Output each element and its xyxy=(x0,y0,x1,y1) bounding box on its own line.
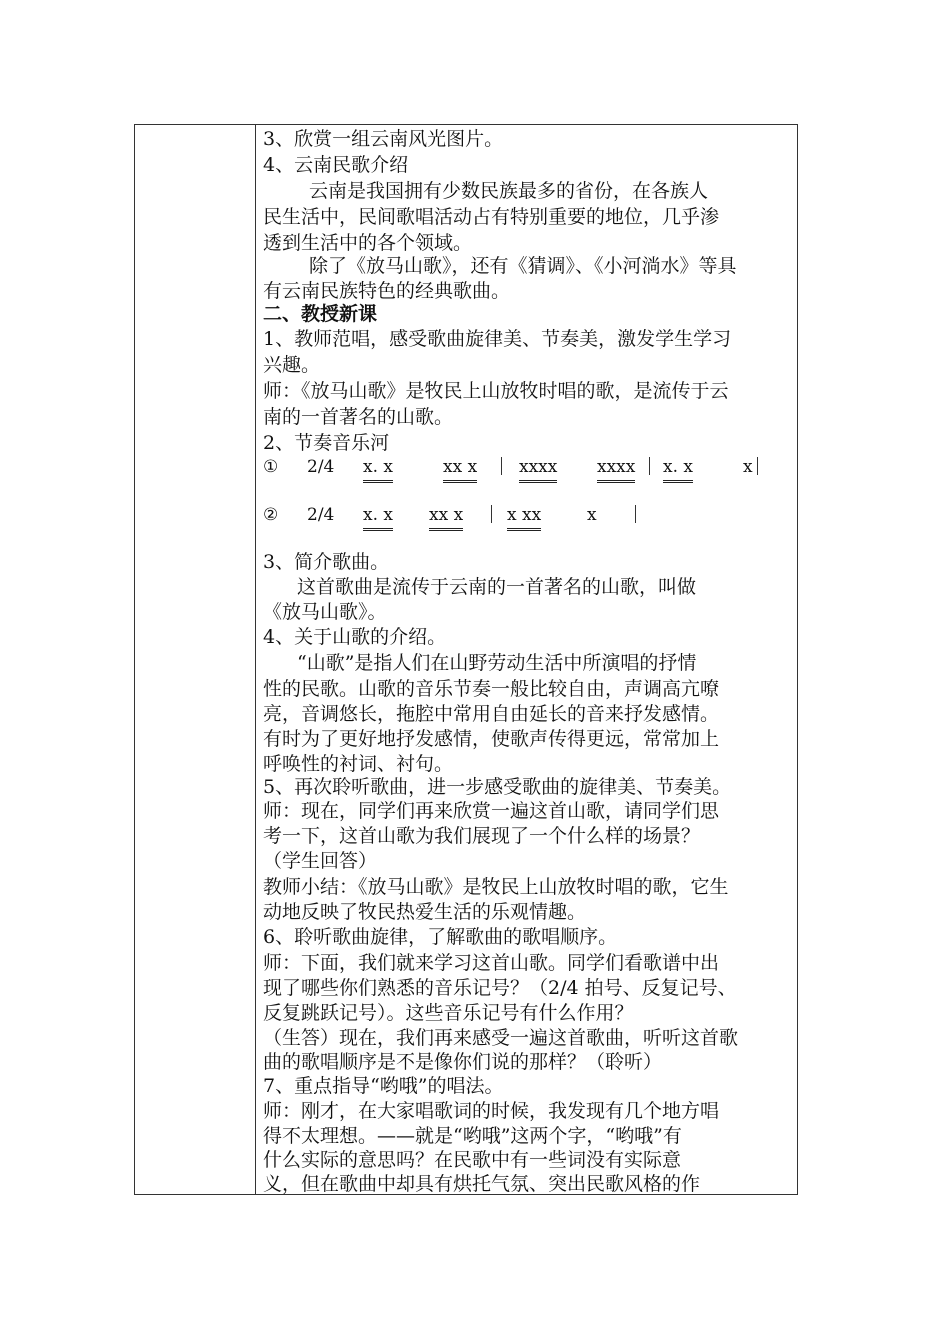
text-line: 动地反映了牧民热爱生活的乐观情趣。 xyxy=(263,901,587,923)
rhythm-note: xxxx xyxy=(597,455,635,483)
text-line: 师：《放马山歌》是牧民上山放牧时唱的歌，是流传于云 xyxy=(263,380,729,402)
text-line: 有时为了更好地抒发感情，使歌声传得更远，常常加上 xyxy=(263,728,720,750)
text-line: 南的一首著名的山歌。 xyxy=(263,406,454,428)
text-line: 什么实际的意思吗？在民歌中有一些词没有实际意 xyxy=(263,1149,682,1171)
text-line: 透到生活中的各个领域。 xyxy=(263,232,473,254)
text-line: 民生活中，民间歌唱活动占有特别重要的地位，几乎渗 xyxy=(263,206,720,228)
rhythm-note: x xx xyxy=(507,503,541,531)
text-line: 呼唤性的衬词、衬句。 xyxy=(263,753,454,775)
text-line: 反复跳跃记号）。这些音乐记号有什么作用？ xyxy=(263,1002,634,1024)
rhythm-note: x. x xyxy=(363,455,393,483)
rhythm-note: xx x xyxy=(429,503,463,531)
rhythm-meter: 2/4 xyxy=(307,505,335,525)
text-line: 6、聆听歌曲旋律，了解歌曲的歌唱顺序。 xyxy=(263,926,618,948)
text-line: 师：刚才，在大家唱歌词的时候，我发现有几个地方唱 xyxy=(263,1100,720,1122)
rhythm-note: x. x xyxy=(363,503,393,531)
rhythm-number: ① xyxy=(263,457,279,477)
rhythm-number: ② xyxy=(263,505,279,525)
rhythm-exercise-1 xyxy=(263,455,793,481)
rhythm-meter: 2/4 xyxy=(307,457,335,477)
text-line: 亮，音调悠长，拖腔中常用自由延长的音来抒发感情。 xyxy=(263,703,720,725)
text-line: 7、重点指导“哟哦”的唱法。 xyxy=(263,1075,504,1097)
text-line: 有云南民族特色的经典歌曲。 xyxy=(263,280,511,302)
text-line: 2、节奏音乐河 xyxy=(263,432,390,454)
section-heading: 二、教授新课 xyxy=(263,303,378,325)
text-line: 教师小结：《放马山歌》是牧民上山放牧时唱的歌，它生 xyxy=(263,876,729,898)
rhythm-exercise-2 xyxy=(263,503,793,529)
text-line: 1、教师范唱，感受歌曲旋律美、节奏美，激发学生学习 xyxy=(263,328,732,350)
rhythm-note: x. x xyxy=(663,455,693,483)
rhythm-note: xx x xyxy=(443,455,477,483)
bar-line xyxy=(635,505,636,523)
text-line: 考一下，这首山歌为我们展现了一个什么样的场景？ xyxy=(263,825,701,847)
text-line: 这首歌曲是流传于云南的一首著名的山歌，叫做 xyxy=(297,576,697,598)
text-line: （学生回答） xyxy=(263,850,378,872)
text-line: 除了《放马山歌》，还有《猜调》、《小河淌水》等具 xyxy=(309,255,737,277)
text-line: 3、欣赏一组云南风光图片。 xyxy=(263,128,504,150)
bar-line xyxy=(501,457,502,475)
bar-line xyxy=(491,505,492,523)
text-line: 得不太理想。——就是“哟哦”这两个字，“哟哦”有 xyxy=(263,1125,682,1147)
text-line: 云南是我国拥有少数民族最多的省份，在各族人 xyxy=(309,180,709,202)
bar-line xyxy=(649,457,650,475)
rhythm-note: xxxx xyxy=(519,455,557,483)
text-line: 4、云南民歌介绍 xyxy=(263,154,409,176)
text-line: 3、简介歌曲。 xyxy=(263,551,390,573)
bar-line xyxy=(757,457,758,475)
text-line: “山歌”是指人们在山野劳动生活中所演唱的抒情 xyxy=(297,652,697,674)
text-line: 师：现在，同学们再来欣赏一遍这首山歌，请同学们思 xyxy=(263,800,720,822)
rhythm-note: x xyxy=(743,457,753,477)
column-divider xyxy=(255,125,256,1194)
text-line: 性的民歌。山歌的音乐节奏一般比较自由，声调高亢嘹 xyxy=(263,678,720,700)
text-line: 4、关于山歌的介绍。 xyxy=(263,626,447,648)
text-line: 兴趣。 xyxy=(263,354,321,376)
text-line: 曲的歌唱顺序是不是像你们说的那样？（聆听） xyxy=(263,1051,663,1073)
text-line: （生答）现在，我们再来感受一遍这首歌曲，听听这首歌 xyxy=(263,1027,739,1049)
text-line: 师：下面，我们就来学习这首山歌。同学们看歌谱中出 xyxy=(263,952,720,974)
text-line: 义，但在歌曲中却具有烘托气氛、突出民歌风格的作 xyxy=(263,1173,701,1195)
text-line: 现了哪些你们熟悉的音乐记号？（2/4 拍号、反复记号、 xyxy=(263,977,737,999)
rhythm-note: x xyxy=(587,505,597,525)
text-line: 《放马山歌》。 xyxy=(263,601,387,623)
text-line: 5、再次聆听歌曲，进一步感受歌曲的旋律美、节奏美。 xyxy=(263,776,732,798)
lesson-table xyxy=(134,124,798,1195)
